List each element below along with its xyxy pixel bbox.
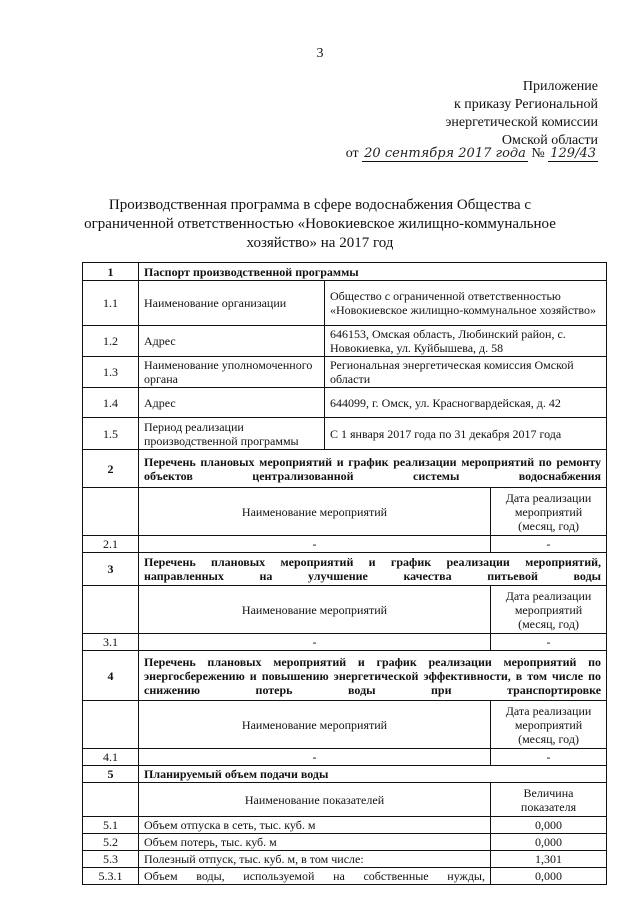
document-title	[80, 196, 560, 253]
row-number: 5.3.1	[83, 868, 139, 885]
row-number: 5.2	[83, 834, 139, 851]
row-number: 1.4	[83, 388, 139, 418]
section-row	[83, 651, 607, 701]
row-number: 2.1	[83, 536, 139, 553]
row-number: 1.5	[83, 418, 139, 450]
row-value: 644099, г. Омск, ул. Красногвардейская, д. 42	[325, 388, 607, 418]
table-row	[83, 326, 607, 357]
row-number: 5.1	[83, 817, 139, 834]
row-number: 5.3	[83, 851, 139, 868]
row-label: Объем воды, используемой на собственные нужды,	[139, 868, 491, 885]
number-label: №	[531, 146, 545, 161]
row-value: С 1 января 2017 года по 31 декабря 2017 года	[325, 418, 607, 450]
row-label: Объем потерь, тыс. куб. м	[139, 834, 491, 851]
program-table	[82, 262, 607, 885]
section-title: Паспорт производственной программы	[139, 263, 607, 281]
row-value: -	[139, 536, 491, 553]
empty-cell	[83, 586, 139, 634]
appendix-block	[445, 78, 598, 150]
appendix-line: энергетической комиссии	[445, 115, 598, 130]
row-label: Наименование организации	[139, 281, 325, 326]
row-label: Наименование уполномоченного органа	[139, 357, 325, 388]
handwritten-number: 129/43	[550, 146, 596, 161]
row-number: 4.1	[83, 749, 139, 766]
section-number: 5	[83, 766, 139, 783]
table-header-row	[83, 701, 607, 749]
row-label: Объем отпуска в сеть, тыс. куб. м	[139, 817, 491, 834]
table-row	[83, 851, 607, 868]
section-title: Перечень плановых мероприятий и график реализации мероприятий по энергосбережению и повышению энергетической эффективности, в том числе по снижению потерь воды при транспортировке	[139, 651, 607, 701]
row-value: 1,301	[491, 851, 607, 868]
column-header: Наименование мероприятий	[139, 586, 491, 634]
row-number: 1.1	[83, 281, 139, 326]
section-number: 4	[83, 651, 139, 701]
table-row	[83, 388, 607, 418]
empty-cell	[83, 783, 139, 817]
section-row	[83, 263, 607, 281]
section-title: Перечень плановых мероприятий и график реализации мероприятий по ремонту объектов централизованной системы водоснабжения	[139, 450, 607, 488]
title-line: хозяйство» на 2017 год	[246, 235, 394, 251]
section-row	[83, 766, 607, 783]
row-number: 1.2	[83, 326, 139, 357]
column-header: Величина показателя	[491, 783, 607, 817]
table-row	[83, 536, 607, 553]
table-header-row	[83, 783, 607, 817]
row-label: Адрес	[139, 388, 325, 418]
table-row	[83, 281, 607, 326]
row-label: Полезный отпуск, тыс. куб. м, в том числе:	[139, 851, 491, 868]
title-line: Производственная программа в сфере водоснабжения Общества с	[108, 197, 532, 213]
appendix-line: Приложение	[522, 79, 598, 94]
from-label: от	[345, 146, 359, 161]
empty-cell	[83, 701, 139, 749]
row-value: Региональная энергетическая комиссия Омской области	[325, 357, 607, 388]
appendix-line: к приказу Региональной	[453, 97, 598, 112]
handwritten-date: 20 сентября 2017 года	[364, 146, 526, 161]
page-number: 3	[316, 46, 324, 61]
appendix-line: Омской области	[501, 133, 598, 148]
section-number: 3	[83, 553, 139, 586]
section-number: 1	[83, 263, 139, 281]
table-row	[83, 868, 607, 885]
row-value: -	[491, 749, 607, 766]
column-header: Наименование мероприятий	[139, 701, 491, 749]
section-number: 2	[83, 450, 139, 488]
table-row	[83, 817, 607, 834]
row-label: Адрес	[139, 326, 325, 357]
column-header: Наименование показателей	[139, 783, 491, 817]
order-date-number	[346, 146, 598, 162]
row-value: -	[139, 749, 491, 766]
table-header-row	[83, 488, 607, 536]
row-value: -	[139, 634, 491, 651]
section-title: Перечень плановых мероприятий и график реализации мероприятий, направленных на улучшение качества питьевой воды	[139, 553, 607, 586]
table-row	[83, 357, 607, 388]
row-label: Период реализации производственной программы	[139, 418, 325, 450]
section-row	[83, 450, 607, 488]
column-header: Наименование мероприятий	[139, 488, 491, 536]
column-header: Дата реализации мероприятий (месяц, год)	[491, 586, 607, 634]
title-line: ограниченной ответственностью «Новокиевское жилищно-коммунальное	[84, 216, 556, 232]
row-value: 0,000	[491, 834, 607, 851]
table-row	[83, 418, 607, 450]
table-header-row	[83, 586, 607, 634]
row-value: 646153, Омская область, Любинский район, с. Новокиевка, ул. Куйбышева, д. 58	[325, 326, 607, 357]
row-value: 0,000	[491, 817, 607, 834]
table-row	[83, 634, 607, 651]
section-title: Планируемый объем подачи воды	[139, 766, 607, 783]
row-value: -	[491, 536, 607, 553]
column-header: Дата реализации мероприятий (месяц, год)	[491, 488, 607, 536]
column-header: Дата реализации мероприятий (месяц, год)	[491, 701, 607, 749]
row-value: -	[491, 634, 607, 651]
row-number: 1.3	[83, 357, 139, 388]
table-row	[83, 834, 607, 851]
section-row	[83, 553, 607, 586]
table-row	[83, 749, 607, 766]
row-number: 3.1	[83, 634, 139, 651]
row-value: 0,000	[491, 868, 607, 885]
empty-cell	[83, 488, 139, 536]
row-value: Общество с ограниченной ответственностью «Новокиевское жилищно-коммунальное хозяйство»	[325, 281, 607, 326]
